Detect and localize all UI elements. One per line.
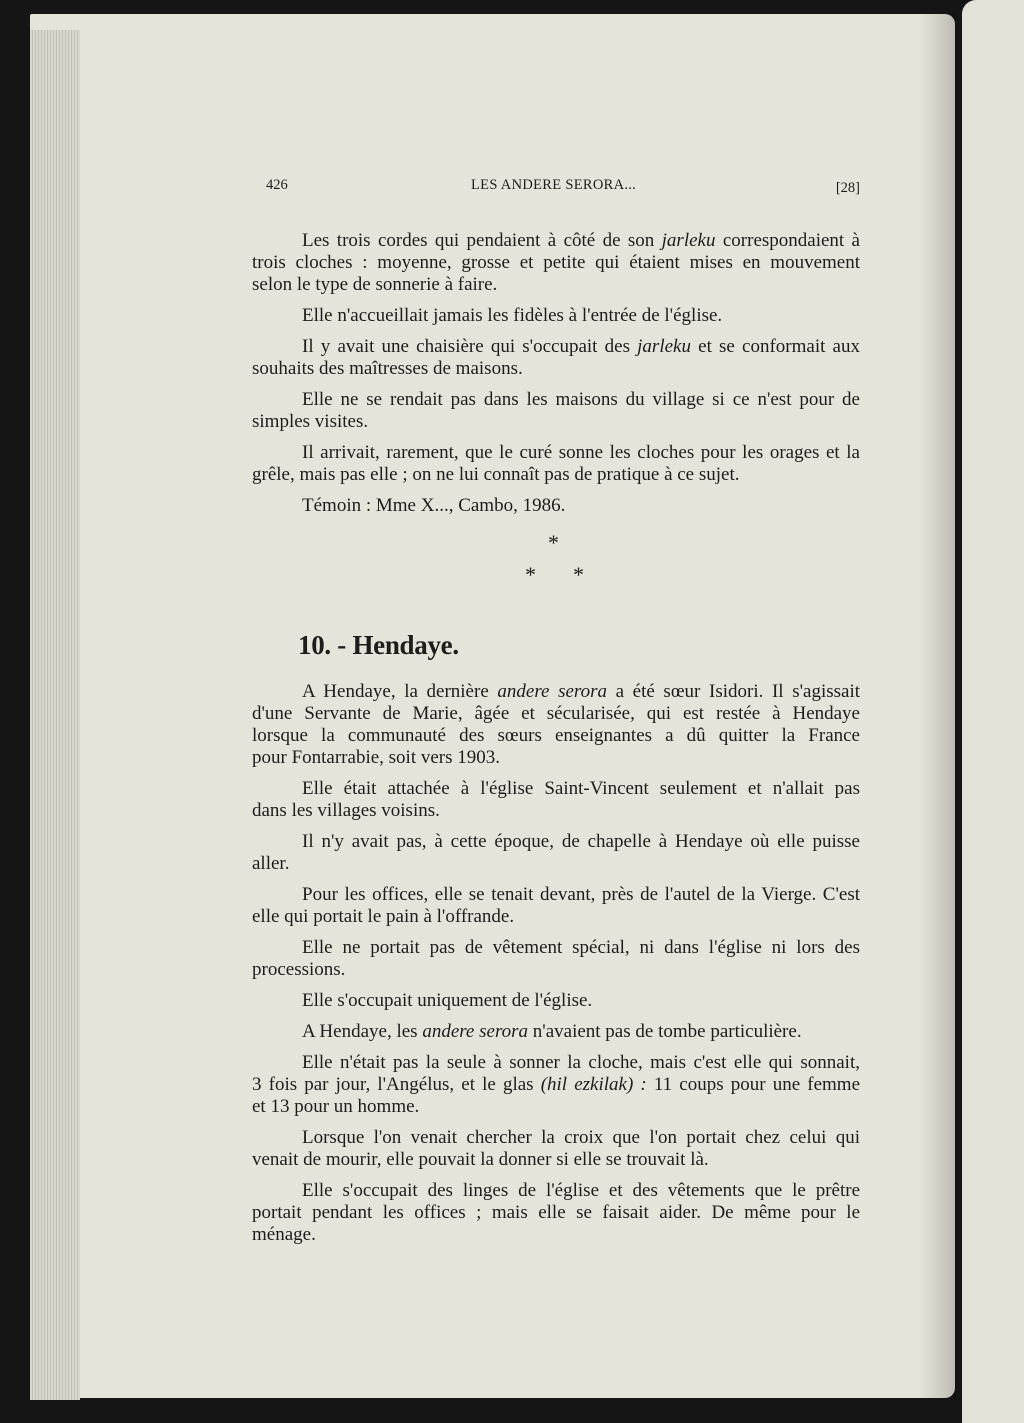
text-line [252,305,860,327]
text-line [252,1180,860,1202]
text-segment: selon le type de sonnerie à faire. [252,274,498,295]
text-segment: n'avaient pas de tombe particulière. [528,1021,802,1042]
text-line [252,1127,860,1149]
paragraph [252,937,860,981]
separator-star: * [573,562,584,587]
paragraph [252,389,860,433]
text-segment: grêle, mais pas elle ; on ne lui connaît pas de pratique à ce sujet. [252,464,740,485]
text-segment: Les trois cordes qui pendaient à côté de son [302,230,662,251]
text-line [252,906,860,928]
text-line [252,1202,860,1224]
text-segment: venait de mourir, elle pouvait la donner si elle se trouvait là. [252,1149,709,1170]
paragraph [252,1180,860,1246]
text-segment: Elle ne se rendait pas dans les maisons du village si ce n'est pour de [302,389,860,410]
separator-star: * [525,562,536,587]
text-line [252,778,860,800]
section-cambo-text [252,230,860,526]
page-stack-edges [30,30,80,1400]
section-number: [28] [835,180,860,196]
paragraph [252,442,860,486]
page-number: 426 [266,177,288,193]
text-line [252,1096,860,1118]
text-line [252,358,860,380]
text-line [252,800,860,822]
text-line [252,495,860,517]
text-segment: Pour les offices, elle se tenait devant, près de l'autel de la Vierge. C'est [302,884,860,905]
paragraph [252,990,860,1012]
text-segment: et se conformait aux [690,336,860,357]
text-segment: Témoin : Mme X..., Cambo, 1986. [302,495,566,516]
text-line [252,884,860,906]
running-title: LES ANDERE SERORA... [471,177,637,193]
text-segment: souhaits des maîtresses de maisons. [252,358,523,379]
italic-term: andere serora [497,681,607,702]
text-line [252,703,860,725]
text-segment: elle qui portait le pain à l'offrande. [252,906,515,927]
text-segment: d'une Servante de Marie, âgée et sécularisée, qui est restée à Hendaye [252,703,860,724]
italic-term: jarleku [661,230,716,251]
text-segment: Il y avait une chaisière qui s'occupait des [302,336,638,357]
text-segment: a été sœur Isidori. Il s'agissait [606,681,861,702]
paragraph [252,778,860,822]
text-segment: portait pendant les offices ; mais elle se faisait aider. De même pour le [252,1202,860,1223]
text-line [252,725,860,747]
text-line [252,747,860,769]
paragraph [252,336,860,380]
text-line [252,252,860,274]
text-segment: ménage. [252,1224,316,1245]
text-segment: Elle était attachée à l'église Saint-Vincent seulement et n'allait pas [302,778,860,799]
italic-term: jarleku [637,336,691,357]
section-heading: 10. - Hendaye. [298,630,459,660]
text-segment: Elle ne portait pas de vêtement spécial, ni dans l'église ni lors des [302,937,860,958]
text-line [252,1052,860,1074]
text-line [252,1021,860,1043]
italic-term: andere serora [422,1021,529,1042]
section-hendaye-text [252,681,860,1255]
paragraph [252,495,860,517]
text-segment: trois cloches : moyenne, grosse et petite qui étaient mises en mouvement [252,252,860,273]
text-line [252,336,860,358]
book-gutter [920,14,956,1398]
text-segment: et 13 pour un homme. [252,1096,420,1117]
text-segment: Lorsque l'on venait chercher la croix que l'on portait chez celui qui [302,1127,860,1148]
text-segment: lorsque la communauté des sœurs enseignantes a dû quitter la France [252,725,860,746]
text-line [252,681,860,703]
separator-star: * [548,530,559,555]
paragraph [252,681,860,769]
text-segment: processions. [252,959,346,980]
text-segment: Elle s'occupait des linges de l'église et des vêtements que le prêtre [302,1180,860,1201]
paragraph [252,1052,860,1118]
paragraph [252,1021,860,1043]
text-segment: simples visites. [252,411,369,432]
paragraph [252,305,860,327]
text-segment: A Hendaye, les [302,1021,423,1042]
text-segment: Il n'y avait pas, à cette époque, de chapelle à Hendaye où elle puisse [302,831,860,852]
paragraph [252,1127,860,1171]
text-line [252,274,860,296]
text-line [252,990,860,1012]
text-segment: Elle n'accueillait jamais les fidèles à l'entrée de l'église. [302,305,723,326]
paragraph [252,831,860,875]
text-line [252,959,860,981]
text-line [252,1074,860,1096]
text-segment: Elle n'était pas la seule à sonner la cloche, mais c'est elle qui sonnait, [302,1052,860,1073]
text-line [252,389,860,411]
text-line [252,230,860,252]
facing-page-edge [962,0,1024,1423]
italic-term: (hil ezkilak) : [540,1074,647,1095]
text-segment: A Hendaye, la dernière [302,681,498,702]
paragraph [252,230,860,296]
text-segment: 3 fois par jour, l'Angélus, et le glas [252,1074,541,1095]
section-separator [520,530,600,590]
text-segment: Elle s'occupait uniquement de l'église. [302,990,593,1011]
text-line [252,853,860,875]
text-segment: 11 coups pour une femme [646,1074,860,1095]
text-segment: correspondaient à [715,230,860,251]
text-line [252,1149,860,1171]
text-segment: pour Fontarrabie, soit vers 1903. [252,747,501,768]
text-segment: aller. [252,853,290,874]
text-line [252,831,860,853]
text-line [252,411,860,433]
text-line [252,1224,860,1246]
text-line [252,442,860,464]
text-line [252,464,860,486]
text-segment: dans les villages voisins. [252,800,440,821]
paragraph [252,884,860,928]
text-line [252,937,860,959]
text-segment: Il arrivait, rarement, que le curé sonne les cloches pour les orages et la [302,442,860,463]
